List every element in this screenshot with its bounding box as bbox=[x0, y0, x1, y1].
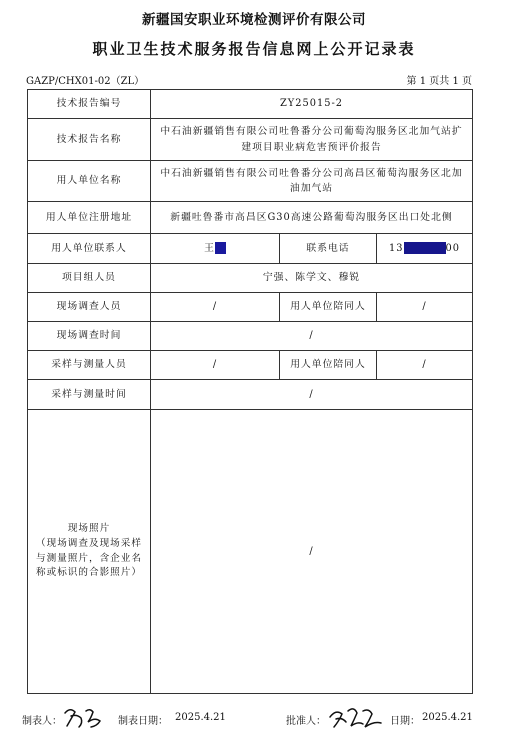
label-survey-time: 现场调查时间 bbox=[28, 322, 151, 351]
label-survey-companion: 用人单位陪同人 bbox=[280, 293, 377, 322]
date-label: 日期： bbox=[390, 716, 420, 727]
value-team: 宁强、陈学文、穆锐 bbox=[151, 264, 473, 293]
row-report-no bbox=[28, 90, 473, 119]
company-name: 新疆国安职业环境检测评价有限公司 bbox=[142, 12, 366, 28]
label-photos-note: （现场调查及现场采样与测量照片，含企业名称或标识的合影照片） bbox=[36, 537, 142, 579]
value-photos: / bbox=[151, 410, 473, 694]
approver-label: 批准人： bbox=[286, 716, 326, 727]
approver-signature bbox=[328, 703, 384, 731]
value-report-name: 中石油新疆销售有限公司吐鲁番分公司葡萄沟服务区北加气站扩建项目职业病危害预评价报告 bbox=[151, 119, 473, 161]
form-code: GAZP/CHX01-02（ZL） bbox=[26, 76, 145, 87]
label-team: 项目组人员 bbox=[28, 264, 151, 293]
label-employer-address: 用人单位注册地址 bbox=[28, 202, 151, 234]
row-photos bbox=[28, 410, 473, 694]
value-employer-name: 中石油新疆销售有限公司吐鲁番分公司高昌区葡萄沟服务区北加油加气站 bbox=[151, 161, 473, 202]
label-photos-main: 现场照片 bbox=[67, 522, 111, 534]
row-report-name bbox=[28, 119, 473, 161]
label-report-name: 技术报告名称 bbox=[28, 119, 151, 161]
label-survey-staff: 现场调查人员 bbox=[28, 293, 151, 322]
label-sampling-staff: 采样与测量人员 bbox=[28, 351, 151, 380]
row-contact bbox=[28, 234, 473, 264]
row-survey-staff bbox=[28, 293, 473, 322]
value-sampling-staff: / bbox=[151, 351, 280, 380]
preparer-signature bbox=[62, 704, 106, 730]
label-employer-name: 用人单位名称 bbox=[28, 161, 151, 202]
prepared-date: 2025.4.21 bbox=[175, 712, 226, 723]
label-phone: 联系电话 bbox=[280, 234, 377, 264]
row-sampling-time bbox=[28, 380, 473, 410]
redaction-block bbox=[215, 242, 226, 254]
row-team bbox=[28, 264, 473, 293]
approval-date: 2025.4.21 bbox=[422, 712, 473, 723]
page-info: 第 1 页共 1 页 bbox=[406, 76, 472, 87]
row-employer-address bbox=[28, 202, 473, 234]
row-survey-time bbox=[28, 322, 473, 351]
value-survey-staff: / bbox=[151, 293, 280, 322]
preparer-label: 制表人： bbox=[22, 716, 62, 727]
label-report-no: 技术报告编号 bbox=[28, 90, 151, 119]
label-contact: 用人单位联系人 bbox=[28, 234, 151, 264]
row-employer-name bbox=[28, 161, 473, 202]
form-title: 职业卫生技术服务报告信息网上公开记录表 bbox=[92, 40, 416, 58]
value-contact-name bbox=[151, 234, 280, 264]
value-survey-companion: / bbox=[377, 293, 473, 322]
value-survey-time: / bbox=[151, 322, 473, 351]
value-sampling-companion: / bbox=[377, 351, 473, 380]
value-phone bbox=[377, 234, 473, 264]
label-sampling-companion: 用人单位陪同人 bbox=[280, 351, 377, 380]
redaction-block bbox=[404, 242, 446, 254]
value-report-no: ZY25015-2 bbox=[151, 90, 473, 119]
label-photos bbox=[28, 410, 151, 694]
prepared-date-label: 制表日期： bbox=[118, 716, 168, 727]
row-sampling-staff bbox=[28, 351, 473, 380]
phone-prefix: 13 bbox=[389, 242, 404, 254]
label-sampling-time: 采样与测量时间 bbox=[28, 380, 151, 410]
contact-name-visible: 王 bbox=[204, 242, 215, 254]
value-employer-address: 新疆吐鲁番市高昌区G30高速公路葡萄沟服务区出口处北侧 bbox=[151, 202, 473, 234]
record-table bbox=[27, 89, 473, 694]
value-sampling-time: / bbox=[151, 380, 473, 410]
phone-suffix: 00 bbox=[445, 242, 460, 254]
